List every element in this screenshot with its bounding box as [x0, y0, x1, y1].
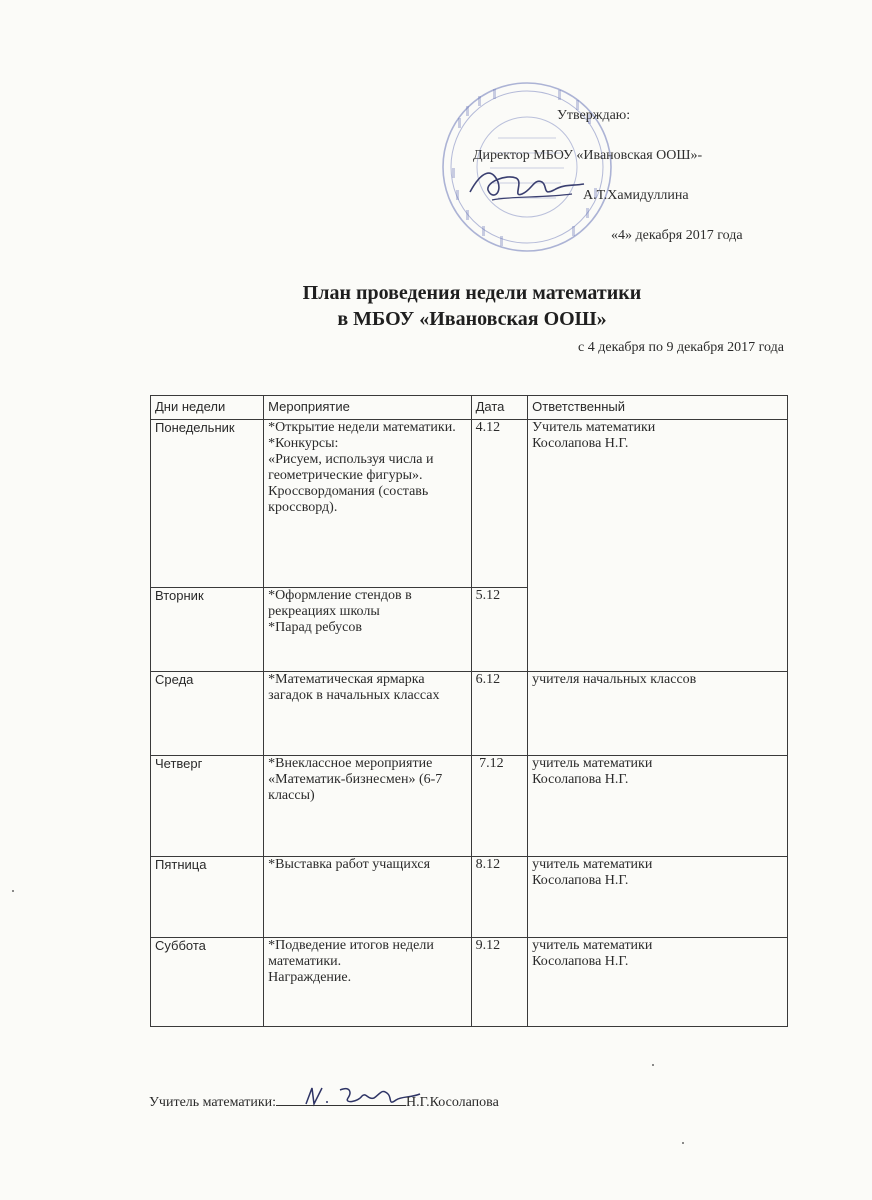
- table-header-row: [151, 396, 788, 420]
- responsible-cell: [528, 672, 788, 756]
- event-cell: [264, 420, 471, 588]
- day-cell: Вторник: [151, 588, 264, 672]
- event-line: *Математическая ярмарка загадок в начальных классах: [268, 672, 440, 703]
- table-row: [151, 938, 788, 1027]
- responsible-line: учитель математики: [532, 857, 653, 872]
- footer-role: Учитель математики:: [149, 1095, 277, 1110]
- signature-underline: [276, 1091, 406, 1106]
- responsible-line: Косолапова Н.Г.: [532, 954, 629, 969]
- date-cell: 6.12: [471, 672, 528, 756]
- footer-name: Н.Г.Косолапова: [406, 1095, 499, 1110]
- responsible-cell: [528, 756, 788, 857]
- day-cell: Среда: [151, 672, 264, 756]
- event-line: *Подведение итогов недели математики.: [268, 938, 434, 969]
- approval-title: Утверждаю:: [557, 108, 631, 123]
- event-cell: [264, 588, 471, 672]
- date-cell: 4.12: [471, 420, 528, 588]
- table-row: [151, 672, 788, 756]
- scan-speck: [682, 1142, 684, 1144]
- document-title-line-2: в МБОУ «Ивановская ООШ»: [337, 308, 607, 330]
- event-line: *Парад ребусов: [268, 620, 362, 635]
- table-row: [151, 756, 788, 857]
- table-row: [151, 857, 788, 938]
- responsible-cell: [528, 420, 788, 672]
- table-row: [151, 420, 788, 588]
- day-cell: Четверг: [151, 756, 264, 857]
- event-line: *Открытие недели математики.: [268, 420, 456, 435]
- column-header-event: Мероприятие: [264, 396, 471, 420]
- date-cell: 8.12: [471, 857, 528, 938]
- scan-speck: [652, 1064, 654, 1066]
- event-cell: [264, 938, 471, 1027]
- event-line: *Оформление стендов в рекреациях школы: [268, 588, 412, 619]
- document-title-line-1: План проведения недели математики: [302, 282, 642, 304]
- date-range: с 4 декабря по 9 декабря 2017 года: [578, 340, 784, 355]
- approval-director-name: А.Т.Хамидуллина: [583, 188, 689, 203]
- day-cell: Пятница: [151, 857, 264, 938]
- responsible-line: Учитель математики: [532, 420, 656, 435]
- date-cell: 9.12: [471, 938, 528, 1027]
- event-line: *Внеклассное мероприятие «Математик-бизнесмен» (6-7 классы): [268, 756, 443, 803]
- approval-director-line: Директор МБОУ «Ивановская ООШ»-: [473, 148, 703, 163]
- director-signature: [462, 160, 592, 210]
- column-header-day: Дни недели: [151, 396, 264, 420]
- responsible-cell: [528, 938, 788, 1027]
- responsible-line: учитель математики: [532, 938, 653, 953]
- responsible-line: Косолапова Н.Г.: [532, 436, 629, 451]
- event-line: *Выставка работ учащихся: [268, 857, 431, 872]
- responsible-cell: [528, 857, 788, 938]
- event-line: Награждение.: [268, 970, 352, 985]
- responsible-line: учителя начальных классов: [532, 672, 697, 687]
- event-line: *Конкурсы:: [268, 436, 339, 451]
- event-line: «Рисуем, используя числа и геометрические фигуры».: [268, 452, 434, 483]
- responsible-line: Косолапова Н.Г.: [532, 772, 629, 787]
- footer-signature-line: [149, 1091, 499, 1111]
- day-cell: Понедельник: [151, 420, 264, 588]
- date-cell: 5.12: [471, 588, 528, 672]
- day-cell: Суббота: [151, 938, 264, 1027]
- event-cell: [264, 857, 471, 938]
- scan-speck: [12, 890, 14, 892]
- column-header-responsible: Ответственный: [528, 396, 788, 420]
- responsible-line: Косолапова Н.Г.: [532, 873, 629, 888]
- responsible-line: учитель математики: [532, 756, 653, 771]
- plan-table: [150, 395, 788, 1027]
- column-header-date: Дата: [471, 396, 528, 420]
- event-cell: [264, 756, 471, 857]
- event-line: Кроссвордомания (составь кроссворд).: [268, 484, 429, 515]
- event-cell: [264, 672, 471, 756]
- approval-date: «4» декабря 2017 года: [611, 228, 743, 243]
- date-cell: 7.12: [471, 756, 528, 857]
